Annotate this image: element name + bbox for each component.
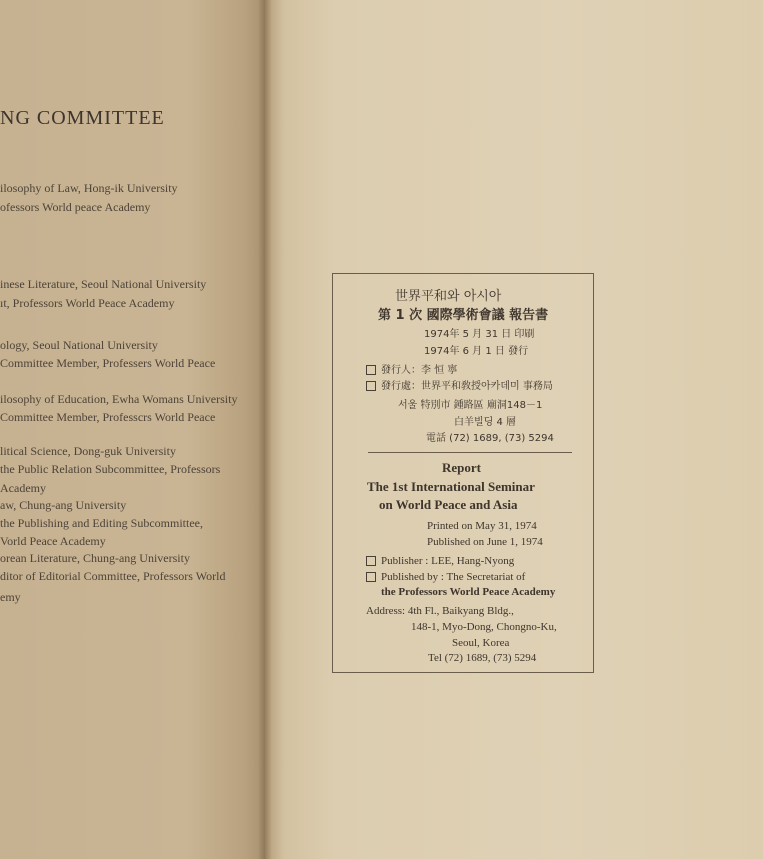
book-gutter [258, 0, 272, 859]
committee-line: Committee Member, Professcrs World Peace [0, 410, 216, 424]
english-address-line3: Seoul, Korea [452, 637, 510, 649]
left-page [0, 0, 265, 859]
korean-published-date: 1974年 6 月 1 日 發行 [424, 346, 529, 357]
committee-line: the Public Relation Subcommittee, Professors [0, 462, 221, 476]
korean-title-line1: 世界平和와 아시아 [395, 289, 502, 304]
english-publisher-text: Publisher : LEE, Hang-Nyong [381, 555, 515, 567]
english-address-line2: 148-1, Myo-Dong, Chongno-Ku, [411, 621, 557, 633]
checkbox-icon [366, 381, 376, 391]
korean-publisher [366, 361, 457, 376]
committee-line: aw, Chung-ang University [0, 498, 127, 512]
english-title-line2: on World Peace and Asia [379, 497, 518, 512]
korean-phone: 電話 (72) 1689, (73) 5294 [426, 433, 554, 444]
committee-line: ıt, Professors World Peace Academy [0, 296, 175, 310]
committee-line: Committee Member, Professers World Peace [0, 356, 216, 370]
checkbox-icon [366, 365, 376, 375]
korean-title-line2: 第 1 次 國際學術會議 報告書 [378, 308, 549, 323]
english-printed-date: Printed on May 31, 1974 [427, 520, 537, 532]
korean-address: 서울 特別市 鍾路區 廟洞148－1 [398, 400, 543, 411]
korean-building: 白羊빌딩 4 層 [454, 417, 517, 428]
committee-line: Vorld Peace Academy [0, 534, 106, 548]
committee-line: inese Literature, Seoul National University [0, 277, 207, 291]
english-publisher [366, 555, 514, 567]
committee-line: ilosophy of Law, Hong-ik University [0, 181, 178, 195]
english-organization: the Professors World Peace Academy [381, 586, 556, 598]
english-report-label: Report [442, 460, 481, 475]
korean-office-text: 發行處：世界平和敎授아카데미 事務局 [381, 381, 553, 392]
korean-printed-date: 1974年 5 月 31 日 印刷 [424, 329, 535, 340]
committee-line: orean Literature, Chung-ang University [0, 551, 190, 565]
committee-line: litical Science, Dong-guk University [0, 444, 176, 458]
committee-line: ditor of Editorial Committee, Professors World [0, 569, 226, 583]
committee-line: ology, Seoul National University [0, 338, 158, 352]
committee-line: emy [0, 590, 21, 604]
korean-office [366, 377, 553, 392]
checkbox-icon [366, 556, 376, 566]
english-published-by-text: Published by : The Secretariat of [381, 571, 526, 583]
committee-heading: NG COMMITTEE [0, 107, 165, 129]
korean-publisher-text: 發行人：李 恒 寧 [381, 365, 458, 376]
english-address-line1: Address: 4th Fl., Baikyang Bldg., [366, 605, 514, 617]
committee-line: ilosophy of Education, Ewha Womans University [0, 392, 238, 406]
english-title-line1: The 1st International Seminar [367, 479, 535, 494]
committee-line: ofessors World peace Academy [0, 200, 151, 214]
english-published-date: Published on June 1, 1974 [427, 536, 543, 548]
colophon-divider [368, 452, 572, 453]
committee-line: the Publishing and Editing Subcommittee, [0, 516, 203, 530]
checkbox-icon [366, 572, 376, 582]
english-published-by [366, 571, 525, 583]
english-telephone: Tel (72) 1689, (73) 5294 [428, 652, 537, 664]
committee-line: Academy [0, 481, 46, 495]
